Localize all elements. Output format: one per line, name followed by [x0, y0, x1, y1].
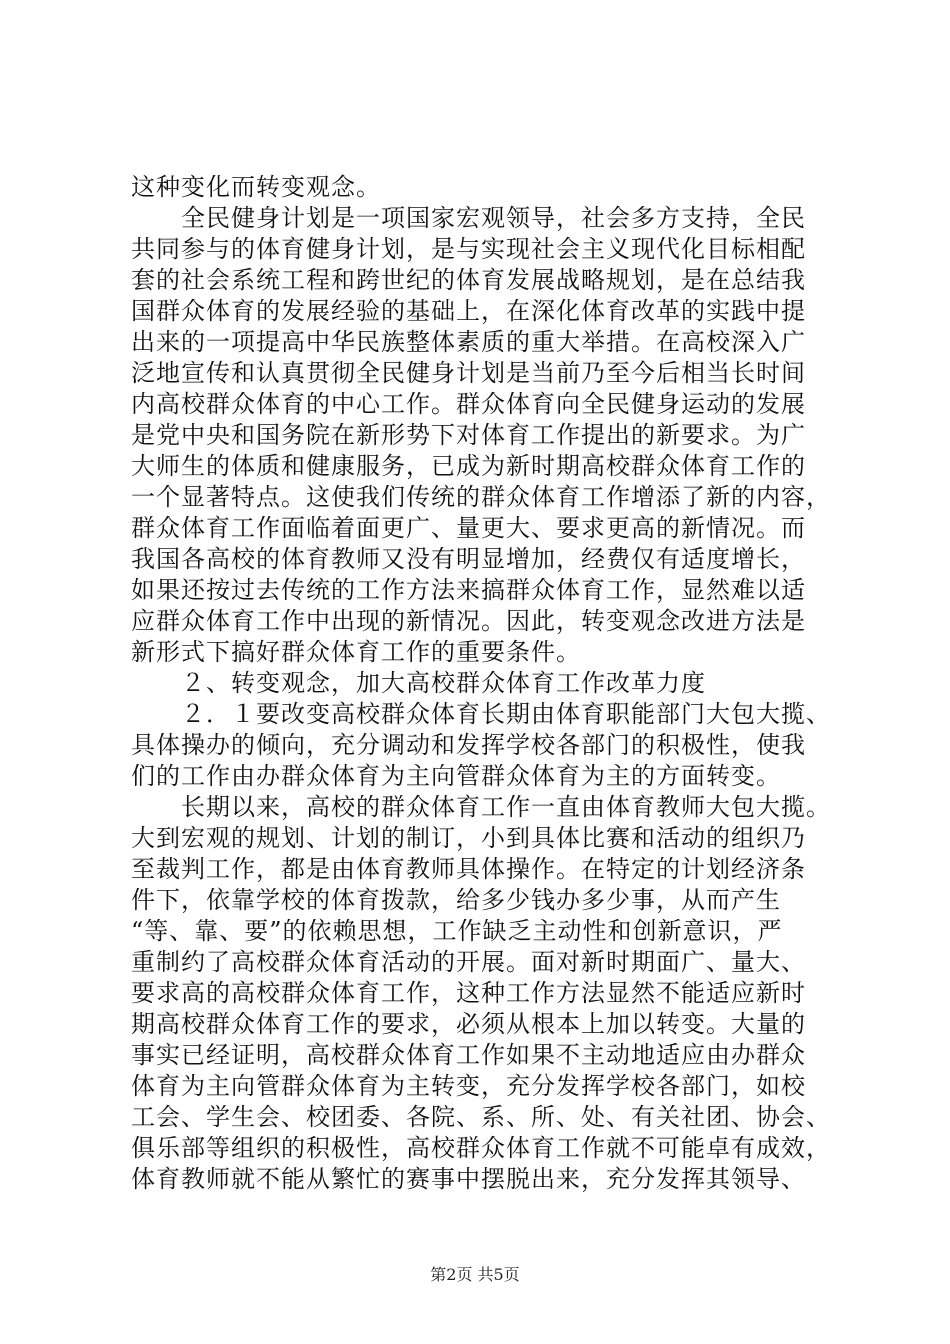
- text-line: 这种变化而转变观念。: [131, 173, 381, 201]
- text-line: 一个显著特点。这使我们传统的群众体育工作增添了新的内容，: [131, 483, 831, 511]
- text-line: 们的工作由办群众体育为主向管群众体育为主的方面转变。: [131, 762, 781, 790]
- text-line: 长期以来，高校的群众体育工作一直由体育教师大包大揽。: [131, 793, 831, 821]
- text-line: 要求高的高校群众体育工作，这种工作方法显然不能适应新时: [131, 979, 806, 1007]
- text-line: 群众体育工作面临着面更广、量更大、要求更高的新情况。而: [131, 514, 806, 542]
- text-line: 至裁判工作，都是由体育教师具体操作。在特定的计划经济条: [131, 855, 806, 883]
- text-line: 重制约了高校群众体育活动的开展。面对新时期面广、量大、: [131, 948, 806, 976]
- text-line: 共同参与的体育健身计划，是与实现社会主义现代化目标相配: [131, 235, 806, 263]
- text-line: 事实已经证明，高校群众体育工作如果不主动地适应由办群众: [131, 1041, 806, 1069]
- subsection-heading: ２．１要改变高校群众体育长期由体育职能部门大包大揽、: [131, 700, 831, 728]
- text-line: 俱乐部等组织的积极性，高校群众体育工作就不可能卓有成效，: [131, 1134, 831, 1162]
- text-line: 期高校群众体育工作的要求，必须从根本上加以转变。大量的: [131, 1010, 806, 1038]
- text-line: 体育为主向管群众体育为主转变，充分发挥学校各部门，如校: [131, 1072, 806, 1100]
- text-line: 体育教师就不能从繁忙的赛事中摆脱出来，充分发挥其领导、: [131, 1165, 806, 1193]
- text-line: 应群众体育工作中出现的新情况。因此，转变观念改进方法是: [131, 607, 806, 635]
- text-line: 如果还按过去传统的工作方法来搞群众体育工作，显然难以适: [131, 576, 806, 604]
- text-line: 内高校群众体育的中心工作。群众体育向全民健身运动的发展: [131, 390, 806, 418]
- text-line: 套的社会系统工程和跨世纪的体育发展战略规划，是在总结我: [131, 266, 806, 294]
- text-line: 大到宏观的规划、计划的制订，小到具体比赛和活动的组织乃: [131, 824, 806, 852]
- text-line: 我国各高校的体育教师又没有明显增加，经费仅有适度增长，: [131, 545, 806, 573]
- body-text: [131, 172, 831, 1195]
- text-line: 件下，依靠学校的体育拨款，给多少钱办多少事，从而产生: [131, 886, 781, 914]
- text-line: 国群众体育的发展经验的基础上，在深化体育改革的实践中提: [131, 297, 806, 325]
- page-number: 第2页 共5页: [430, 1265, 520, 1284]
- section-heading: ２、转变观念，加大高校群众体育工作改革力度: [131, 669, 706, 697]
- text-line: “等、靠、要”的依赖思想，工作缺乏主动性和创新意识，严: [131, 917, 783, 945]
- text-line: 全民健身计划是一项国家宏观领导，社会多方支持，全民: [131, 204, 806, 232]
- text-line: 出来的一项提高中华民族整体素质的重大举措。在高校深入广: [131, 328, 806, 356]
- text-line: 是党中央和国务院在新形势下对体育工作提出的新要求。为广: [131, 421, 806, 449]
- text-line: 大师生的体质和健康服务，已成为新时期高校群众体育工作的: [131, 452, 806, 480]
- text-line: 工会、学生会、校团委、各院、系、所、处、有关社团、协会、: [131, 1103, 831, 1131]
- text-line: 具体操办的倾向，充分调动和发挥学校各部门的积极性，使我: [131, 731, 806, 759]
- text-line: 新形式下搞好群众体育工作的重要条件。: [131, 638, 581, 666]
- text-line: 泛地宣传和认真贯彻全民健身计划是当前乃至今后相当长时间: [131, 359, 806, 387]
